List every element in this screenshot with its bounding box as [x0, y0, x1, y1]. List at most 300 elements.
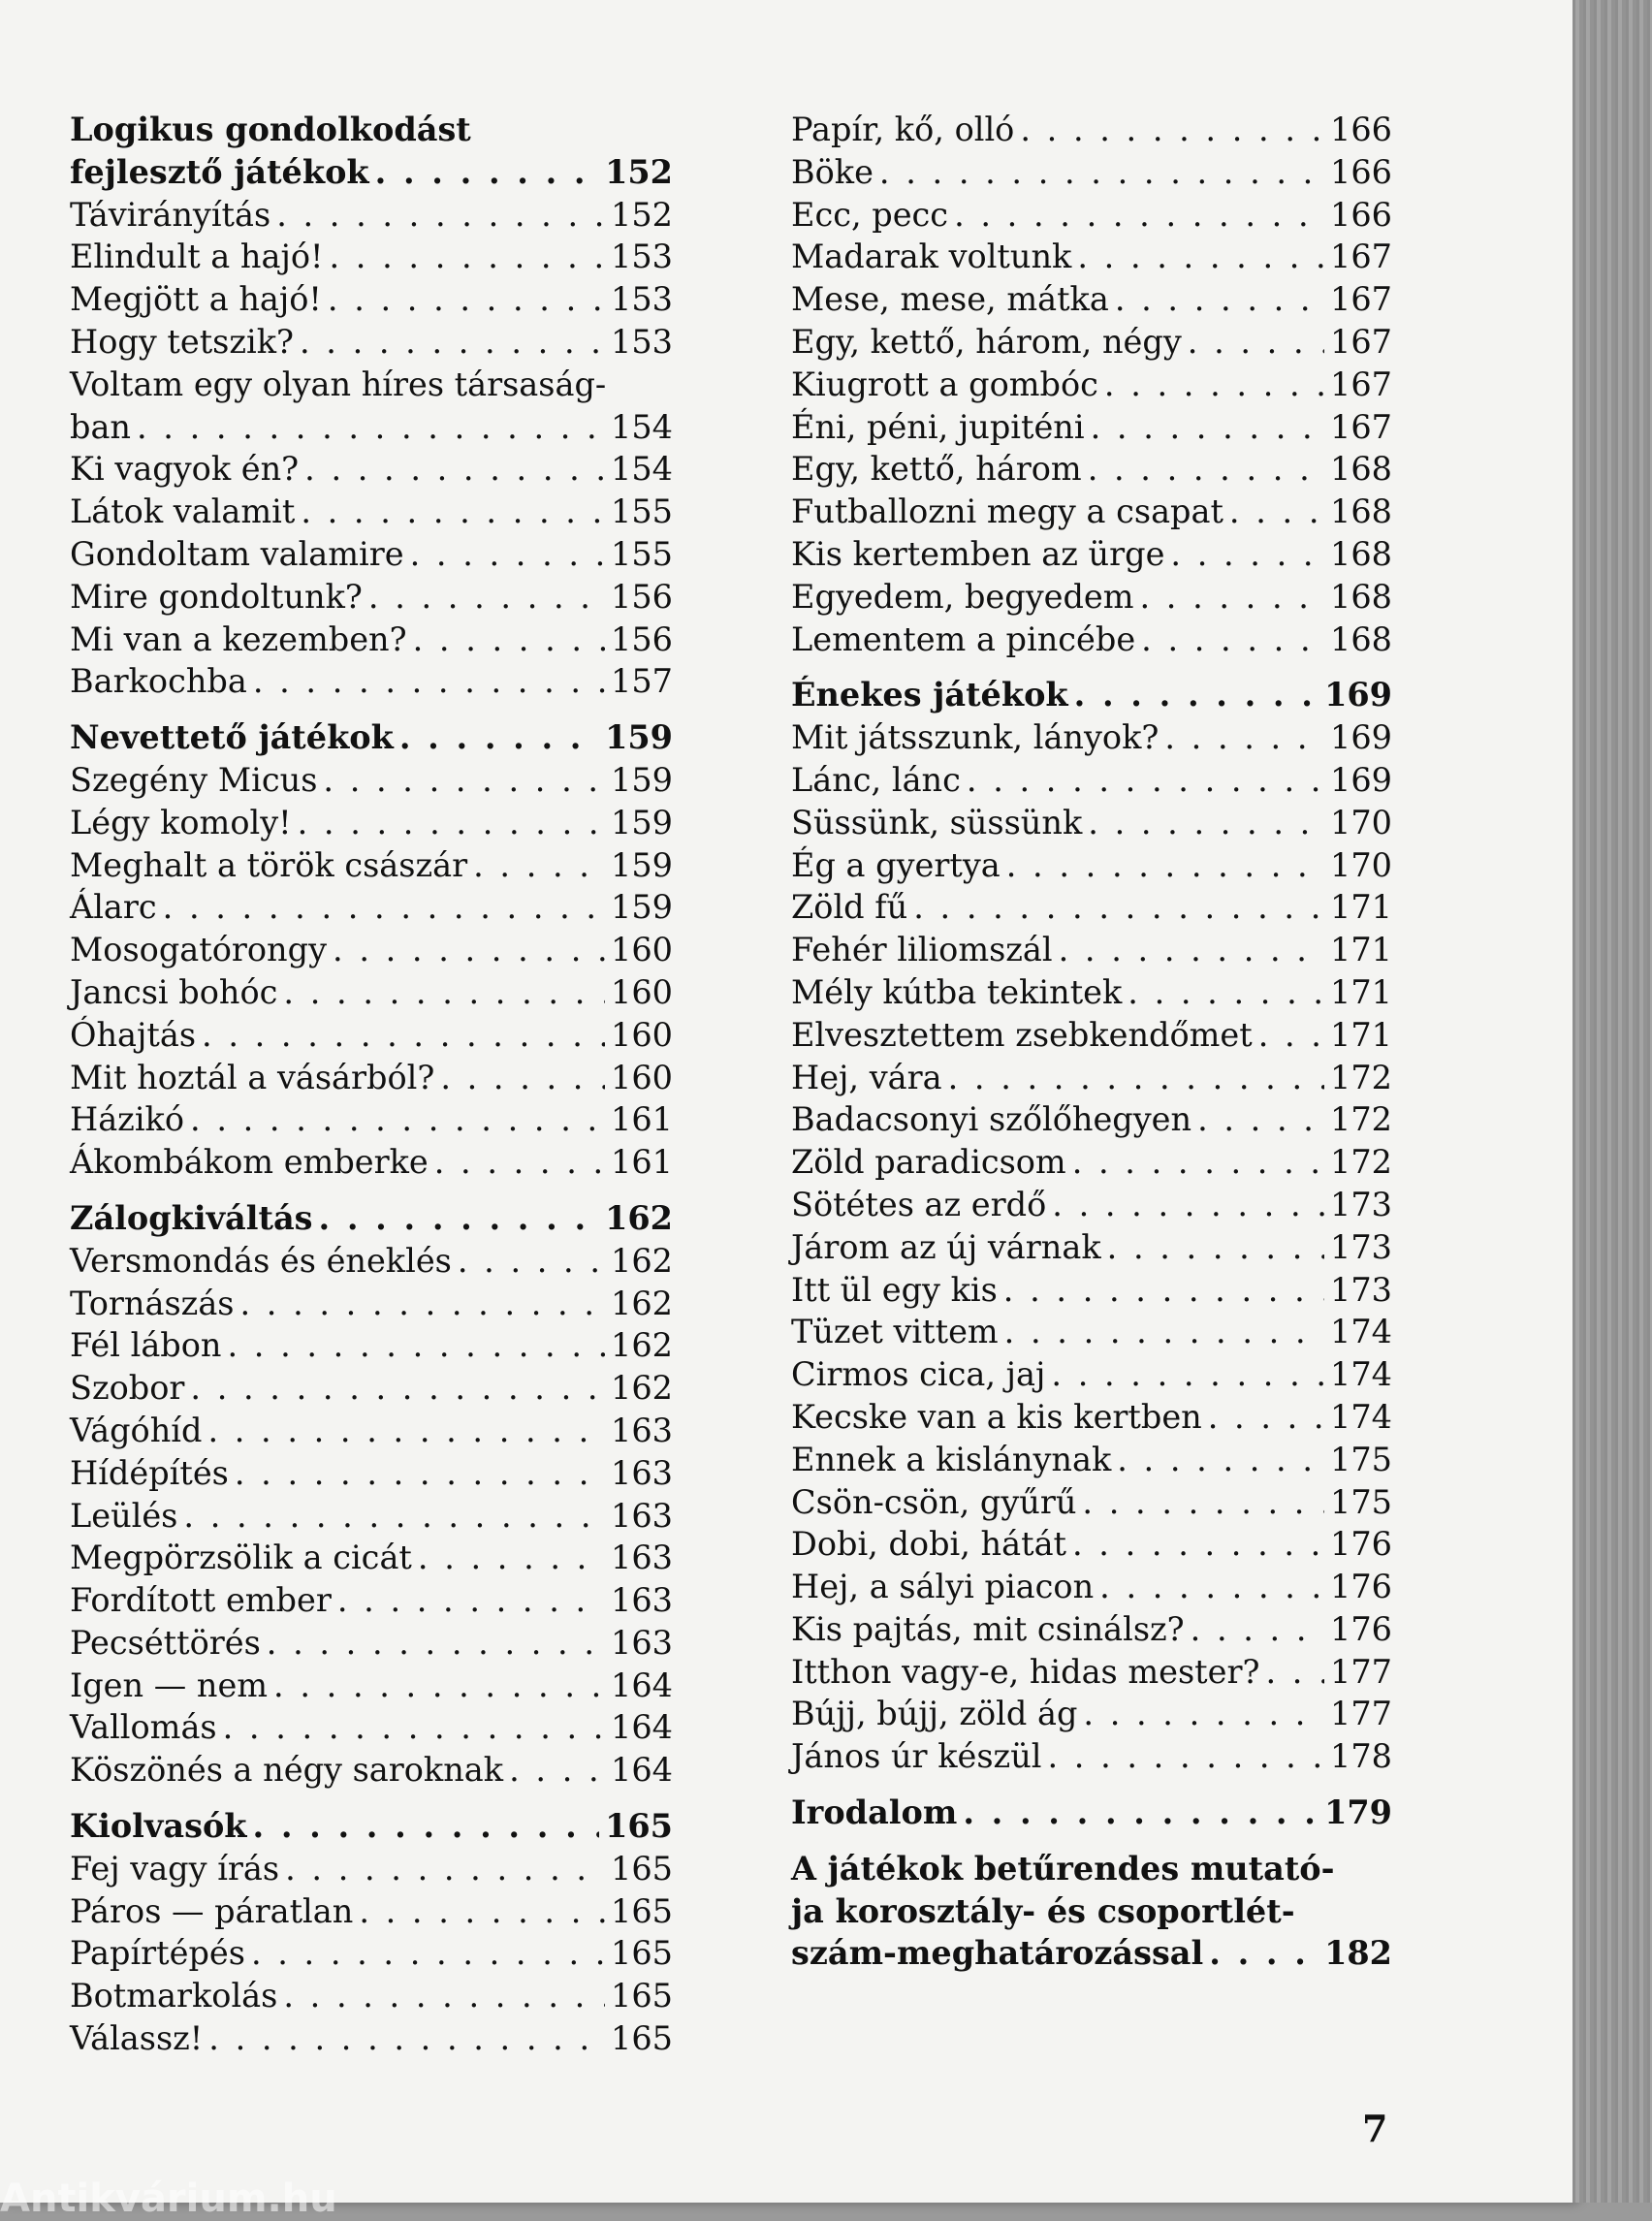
toc-page-number: 160: [611, 1058, 673, 1096]
toc-page-number: 154: [611, 407, 673, 446]
toc-leader-dots: [1083, 1693, 1324, 1735]
toc-entry: [70, 802, 673, 844]
toc-entry: [70, 1283, 673, 1325]
toc-leader-dots: [323, 759, 605, 802]
toc-entry-title: Ki vagyok én?: [70, 450, 300, 489]
toc-left-column: [70, 109, 673, 2060]
toc-entry: [791, 1141, 1392, 1184]
toc-entry: [70, 194, 673, 237]
toc-entry: [70, 660, 673, 703]
toc-page-number: 168: [1330, 534, 1392, 573]
toc-page-number: 163: [611, 1453, 673, 1492]
toc-leader-dots: [301, 491, 605, 533]
toc-entry: [70, 448, 673, 491]
toc-entry: [70, 1452, 673, 1495]
toc-entry: [791, 491, 1392, 533]
toc-entry: [70, 759, 673, 802]
toc-entry: [791, 364, 1392, 406]
toc-entry-title: Óhajtás: [70, 1015, 197, 1054]
toc-leader-dots: [1004, 1311, 1324, 1353]
toc-entry-title: Papír, kő, olló: [791, 111, 1015, 148]
toc-entry: [791, 1098, 1392, 1141]
toc-entry: [791, 278, 1392, 321]
toc-page-number: 171: [1330, 931, 1392, 969]
toc-entry: [791, 1057, 1392, 1099]
toc-leader-dots: [1052, 1184, 1324, 1226]
toc-page-number: 163: [611, 1539, 673, 1577]
toc-page-number: 163: [611, 1496, 673, 1535]
toc-entry: [791, 109, 1392, 151]
toc-page-number: 166: [1330, 111, 1392, 148]
toc-page-number: 177: [1330, 1695, 1392, 1733]
toc-entry-title: Hogy tetszik?: [70, 322, 294, 361]
toc-entry-title: Vágóhíd: [70, 1411, 203, 1449]
toc-page-number: 160: [611, 931, 673, 969]
toc-leader-dots: [183, 1495, 605, 1538]
toc-leader-dots: [283, 1975, 605, 2017]
toc-entry-title: Kiugrott a gombóc: [791, 365, 1098, 403]
toc-page-number: 173: [1330, 1270, 1392, 1309]
toc-entry: [70, 533, 673, 576]
toc-entry-title: Szobor: [70, 1369, 185, 1408]
toc-entry: [70, 1014, 673, 1057]
toc-entry-title: Barkochba: [70, 662, 247, 701]
toc-leader-dots: [208, 2017, 605, 2060]
toc-section-heading: [70, 151, 673, 194]
toc-entry-title: Egy, kettő, három: [791, 450, 1082, 489]
toc-entry: [70, 1057, 673, 1099]
toc-entry-title: Madarak voltunk: [791, 238, 1072, 276]
toc-entry: [791, 1735, 1392, 1778]
toc-entry: [70, 1975, 673, 2017]
toc-entry-title: Meghalt a török császár: [70, 845, 468, 884]
toc-page-number: 165: [611, 1934, 673, 1973]
toc-page-number: 167: [1330, 322, 1392, 361]
toc-entry-title: Fehér liliomszál: [791, 931, 1053, 969]
toc-leader-dots: [440, 1057, 605, 1099]
toc-leader-dots: [1170, 533, 1324, 576]
toc-leader-dots: [253, 1805, 600, 1848]
toc-leader-dots: [1141, 619, 1324, 661]
toc-leader-dots: [1088, 802, 1324, 844]
toc-entry-title: Zöld paradicsom: [791, 1143, 1066, 1182]
toc-page-number: 168: [1330, 577, 1392, 616]
toc-page-number: 155: [611, 492, 673, 531]
toc-entry-title: szám-meghatározással: [791, 1934, 1204, 1973]
toc-entry: [791, 802, 1392, 844]
toc-entry-title: Elindult a hajó!: [70, 238, 324, 276]
toc-leader-dots: [1191, 1608, 1324, 1651]
toc-page-number: 171: [1330, 972, 1392, 1011]
toc-entry-title: Versmondás és éneklés: [70, 1241, 452, 1280]
toc-leader-dots: [375, 151, 599, 194]
toc-page-number: 174: [1330, 1397, 1392, 1436]
toc-entry-title: Köszönés a négy saroknak: [70, 1751, 504, 1790]
toc-entry-title: Igen — nem: [70, 1666, 269, 1704]
toc-leader-dots: [410, 533, 605, 576]
toc-leader-dots: [963, 1792, 1318, 1834]
toc-entry: [70, 1579, 673, 1622]
toc-entry-title: Ákombákom emberke: [70, 1143, 429, 1182]
toc-page-number: 154: [611, 450, 673, 489]
toc-leader-dots: [1265, 1651, 1324, 1694]
toc-section-heading-line: A játékok betűrendes mutató-: [791, 1849, 1335, 1888]
toc-entry: [791, 1269, 1392, 1312]
toc-page-number: 162: [611, 1326, 673, 1365]
toc-leader-dots: [1003, 1269, 1324, 1312]
toc-leader-dots: [1047, 1735, 1324, 1778]
toc-leader-dots: [948, 1057, 1324, 1099]
toc-page-number: 179: [1324, 1793, 1392, 1832]
toc-entry-title: Éni, péni, jupiténi: [791, 407, 1085, 446]
toc-entry-line: Voltam egy olyan híres társaság-: [70, 365, 607, 403]
toc-leader-dots: [418, 1537, 605, 1579]
toc-page-number: 165: [611, 1977, 673, 2015]
toc-entry-title: Légy komoly!: [70, 803, 292, 841]
toc-entry-title: Fej vagy írás: [70, 1849, 280, 1888]
toc-leader-dots: [1139, 576, 1324, 619]
toc-entry: [791, 321, 1392, 364]
toc-entry: [791, 1184, 1392, 1226]
toc-page-number: 159: [605, 718, 673, 757]
toc-entry: [70, 619, 673, 661]
toc-page-number: 176: [1330, 1609, 1392, 1648]
toc-entry-title: Badacsonyi szőlőhegyen: [791, 1100, 1192, 1139]
toc-entry: [791, 971, 1392, 1014]
toc-entry-title: Egyedem, begyedem: [791, 577, 1134, 616]
toc-page-number: 164: [611, 1751, 673, 1790]
toc-entry-title: Elvesztettem zsebkendőmet: [791, 1015, 1253, 1054]
toc-page-number: 177: [1330, 1652, 1392, 1691]
toc-page-number: 178: [1330, 1737, 1392, 1776]
toc-leader-dots: [337, 1579, 605, 1622]
toc-entry: [70, 576, 673, 619]
toc-entry-title: Vallomás: [70, 1708, 217, 1747]
toc-entry-title: Megpörzsölik a cicát: [70, 1539, 412, 1577]
toc-leader-dots: [202, 1014, 605, 1057]
toc-entry: [791, 533, 1392, 576]
toc-page-number: 175: [1330, 1482, 1392, 1521]
toc-leader-dots: [879, 151, 1324, 194]
toc-entry: [791, 929, 1392, 971]
toc-leader-dots: [223, 1706, 605, 1749]
toc-section-heading: [791, 1792, 1392, 1834]
toc-entry-title: Dobi, dobi, hátát: [791, 1525, 1066, 1564]
toc-leader-dots: [304, 448, 605, 491]
toc-entry-title: Tornászás: [70, 1284, 235, 1322]
watermark: Antikvárium.hu: [0, 2176, 337, 2221]
toc-entry: [791, 844, 1392, 887]
toc-leader-dots: [1088, 448, 1324, 491]
toc-leader-dots: [434, 1141, 605, 1184]
toc-page-number: 167: [1330, 407, 1392, 446]
toc-page-number: 174: [1330, 1313, 1392, 1351]
toc-entry: [70, 1537, 673, 1579]
toc-page-number: 155: [611, 534, 673, 573]
toc-leader-dots: [328, 278, 605, 321]
toc-entry-title: Süssünk, süssünk: [791, 803, 1083, 841]
toc-leader-dots: [1164, 716, 1324, 759]
toc-leader-dots: [1258, 1014, 1324, 1057]
toc-right-column: [791, 109, 1392, 1975]
toc-entry-title: Zálogkiváltás: [70, 1198, 313, 1237]
toc-page-number: 164: [611, 1666, 673, 1704]
toc-entry: [791, 1566, 1392, 1608]
toc-leader-dots: [1229, 491, 1324, 533]
toc-leader-dots: [1074, 674, 1318, 716]
toc-leader-dots: [300, 321, 605, 364]
page-edge: [1573, 0, 1652, 2203]
toc-page-number: 153: [611, 238, 673, 276]
toc-section-heading: [70, 1805, 673, 1848]
toc-entry-title: Válassz!: [70, 2019, 204, 2058]
toc-page-number: 169: [1330, 760, 1392, 799]
toc-page-number: 162: [605, 1198, 673, 1237]
toc-leader-dots: [285, 1848, 605, 1890]
toc-page-number: 156: [611, 577, 673, 616]
toc-page-number: 172: [1330, 1100, 1392, 1139]
toc-entry-title: Hej, a sályi piacon: [791, 1568, 1095, 1606]
toc-entry-title: Mese, mese, mátka: [791, 280, 1109, 319]
toc-entry: [70, 1890, 673, 1933]
toc-page-number: 156: [611, 619, 673, 658]
toc-leader-dots: [1051, 1353, 1324, 1396]
toc-entry: [70, 236, 673, 278]
toc-entry-title: Mosogatórongy: [70, 931, 328, 969]
toc-entry-title: Leülés: [70, 1496, 178, 1535]
toc-page-number: 160: [611, 972, 673, 1011]
toc-leader-dots: [267, 1622, 605, 1665]
toc-entry-title: Bújj, bújj, zöld ág: [791, 1695, 1078, 1733]
toc-section-heading: [791, 674, 1392, 716]
toc-page-number: 160: [611, 1015, 673, 1054]
toc-leader-dots: [1128, 971, 1324, 1014]
toc-page-number: 166: [1330, 152, 1392, 191]
toc-entry-title: Mély kútba tekintek: [791, 972, 1123, 1011]
toc-entry-title: Csön-csön, gyűrű: [791, 1482, 1077, 1521]
toc-entry-title: Itthon vagy-e, hidas mester?: [791, 1652, 1260, 1691]
toc-leader-dots: [283, 971, 605, 1014]
toc-entry: [70, 321, 673, 364]
toc-leader-dots: [190, 1367, 605, 1410]
toc-entry: [70, 1141, 673, 1184]
toc-section-heading-line: ja korosztály- és csoportlét-: [791, 1891, 1295, 1930]
toc-entry: [791, 716, 1392, 759]
toc-leader-dots: [239, 1283, 605, 1325]
toc-leader-dots: [163, 886, 605, 929]
toc-leader-dots: [1072, 1523, 1324, 1566]
toc-entry: [791, 1693, 1392, 1735]
toc-entry-title: fejlesztő játékok: [70, 152, 369, 191]
toc-page-number: 172: [1330, 1143, 1392, 1182]
toc-leader-dots: [473, 844, 605, 887]
toc-entry: [70, 406, 673, 449]
toc-page-number: 168: [1330, 492, 1392, 531]
toc-leader-dots: [1059, 929, 1324, 971]
toc-entry-title: Mit hoztál a vásárból?: [70, 1058, 435, 1096]
toc-leader-dots: [1072, 1141, 1324, 1184]
toc-leader-dots: [368, 576, 605, 619]
toc-entry-title: Ecc, pecc: [791, 195, 949, 234]
toc-entry-title: Zöld fű: [791, 888, 908, 927]
toc-leader-dots: [1115, 278, 1324, 321]
toc-entry-title: Mi van a kezemben?: [70, 619, 407, 658]
toc-entry: [70, 2017, 673, 2060]
toc-leader-dots: [298, 802, 605, 844]
toc-entry-title: Jancsi bohóc: [70, 972, 278, 1011]
toc-entry: [70, 1749, 673, 1792]
toc-page-number: 167: [1330, 238, 1392, 276]
toc-page-number: 170: [1330, 845, 1392, 884]
toc-leader-dots: [319, 1197, 600, 1240]
toc-entry-title: Pecséttörés: [70, 1623, 261, 1662]
toc-page-number: 170: [1330, 803, 1392, 841]
toc-entry: [70, 1848, 673, 1890]
toc-entry: [70, 1410, 673, 1452]
toc-entry: [70, 1622, 673, 1665]
toc-page-number: 163: [611, 1581, 673, 1620]
toc-entry: [791, 151, 1392, 194]
toc-entry: [791, 1608, 1392, 1651]
toc-entry-title: Mire gondoltunk?: [70, 577, 363, 616]
toc-page-number: 172: [1330, 1058, 1392, 1096]
toc-leader-dots: [1208, 1396, 1324, 1439]
toc-page-number: 162: [611, 1241, 673, 1280]
toc-leader-dots: [413, 619, 605, 661]
toc-leader-dots: [330, 236, 606, 278]
toc-entry-title: Látok valamit: [70, 492, 296, 531]
toc-leader-dots: [359, 1890, 605, 1933]
toc-entry-title: Kis kertemben az ürge: [791, 534, 1165, 573]
toc-leader-dots: [967, 759, 1324, 802]
toc-page-number: 168: [1330, 450, 1392, 489]
toc-page-number: 153: [611, 280, 673, 319]
toc-entry-title: Távirányítás: [70, 195, 271, 234]
toc-page-number: 176: [1330, 1525, 1392, 1564]
toc-entry: [791, 1439, 1392, 1481]
toc-page-number: 165: [605, 1807, 673, 1846]
toc-page-number: 167: [1330, 280, 1392, 319]
toc-entry-title: Fordított ember: [70, 1581, 332, 1620]
toc-leader-dots: [273, 1665, 605, 1707]
toc-entry-title: ban: [70, 407, 131, 446]
toc-page-number: 165: [611, 1849, 673, 1888]
toc-entry-title: Páros — páratlan: [70, 1891, 354, 1930]
toc-entry: [70, 1324, 673, 1367]
toc-entry: [70, 971, 673, 1014]
toc-entry-title: Böke: [791, 152, 874, 191]
toc-leader-dots: [253, 660, 605, 703]
toc-entry: [70, 491, 673, 533]
toc-entry-title: Kiolvasók: [70, 1807, 247, 1846]
toc-page-number: 157: [611, 662, 673, 701]
toc-section-heading-line: Logikus gondolkodást: [70, 111, 471, 148]
toc-entry: [70, 886, 673, 929]
toc-entry: [791, 1226, 1392, 1269]
toc-page-number: 182: [1324, 1934, 1392, 1973]
toc-entry-title: Házikó: [70, 1100, 185, 1139]
toc-leader-dots: [276, 194, 605, 237]
toc-entry: [791, 1311, 1392, 1353]
toc-entry-title: Cirmos cica, jaj: [791, 1355, 1046, 1394]
toc-page-number: 171: [1330, 888, 1392, 927]
toc-entry-title: Járom az új várnak: [791, 1227, 1101, 1266]
toc-entry-title: Itt ül egy kis: [791, 1270, 998, 1309]
toc-entry: [70, 929, 673, 971]
toc-entry: [791, 759, 1392, 802]
toc-page-number: 169: [1330, 718, 1392, 757]
toc-entry: [70, 1706, 673, 1749]
toc-entry-title: Mit játsszunk, lányok?: [791, 718, 1160, 757]
toc-page-number: 168: [1330, 619, 1392, 658]
toc-entry: [791, 406, 1392, 449]
toc-entry: [70, 1665, 673, 1707]
toc-entry: [791, 886, 1392, 929]
toc-entry-title: Hídépítés: [70, 1453, 229, 1492]
toc-leader-dots: [1197, 1098, 1324, 1141]
toc-entry-title: Álarc: [70, 888, 157, 927]
toc-entry-title: Lánc, lánc: [791, 760, 961, 799]
toc-entry-title: Botmarkolás: [70, 1977, 278, 2015]
toc-page-number: 163: [611, 1623, 673, 1662]
toc-entry: [70, 1932, 673, 1975]
toc-entry-title: Kecske van a kis kertben: [791, 1397, 1202, 1436]
toc-leader-dots: [1006, 844, 1324, 887]
toc-entry-title: Sötétes az erdő: [791, 1185, 1047, 1223]
toc-entry: [70, 1367, 673, 1410]
toc-section-heading: [70, 1197, 673, 1240]
toc-leader-dots: [913, 886, 1324, 929]
toc-entry: [791, 619, 1392, 661]
toc-leader-dots: [509, 1749, 605, 1792]
toc-section-heading: [791, 1932, 1392, 1975]
toc-leader-dots: [1099, 1566, 1324, 1608]
toc-leader-dots: [207, 1410, 605, 1452]
toc-entry: [791, 194, 1392, 237]
toc-leader-dots: [1077, 236, 1324, 278]
toc-page-number: 153: [611, 322, 673, 361]
toc-entry-title: Tüzet vittem: [791, 1313, 999, 1351]
toc-entry-title: János úr készül: [791, 1737, 1042, 1776]
toc-entry-title: Ég a gyertya: [791, 845, 1001, 884]
toc-leader-dots: [190, 1098, 605, 1141]
toc-leader-dots: [1107, 1226, 1324, 1269]
toc-entry-title: Irodalom: [791, 1793, 958, 1832]
toc-leader-dots: [137, 406, 605, 449]
toc-entry-title: Gondoltam valamire: [70, 534, 404, 573]
toc-entry: [70, 1240, 673, 1283]
toc-entry: [70, 1098, 673, 1141]
toc-entry-title: Egy, kettő, három, négy: [791, 322, 1182, 361]
page-number: 7: [1362, 2107, 1388, 2150]
toc-entry-title: Papírtépés: [70, 1934, 245, 1973]
toc-entry-title: Ennek a kislánynak: [791, 1440, 1112, 1478]
toc-page-number: 163: [611, 1411, 673, 1449]
toc-entry-title: Fél lábon: [70, 1326, 222, 1365]
toc-entry-title: Megjött a hajó!: [70, 280, 322, 319]
toc-leader-dots: [458, 1240, 605, 1283]
toc-entry-title: Lementem a pincébe: [791, 619, 1136, 658]
toc-leader-dots: [1020, 109, 1324, 151]
toc-leader-dots: [1082, 1481, 1324, 1524]
toc-page-number: 152: [605, 152, 673, 191]
toc-page-number: 173: [1330, 1227, 1392, 1266]
toc-page-number: 161: [611, 1100, 673, 1139]
toc-entry-title: Szegény Micus: [70, 760, 318, 799]
toc-leader-dots: [954, 194, 1324, 237]
toc-entry: [791, 1396, 1392, 1439]
toc-entry-title: Énekes játékok: [791, 676, 1068, 714]
